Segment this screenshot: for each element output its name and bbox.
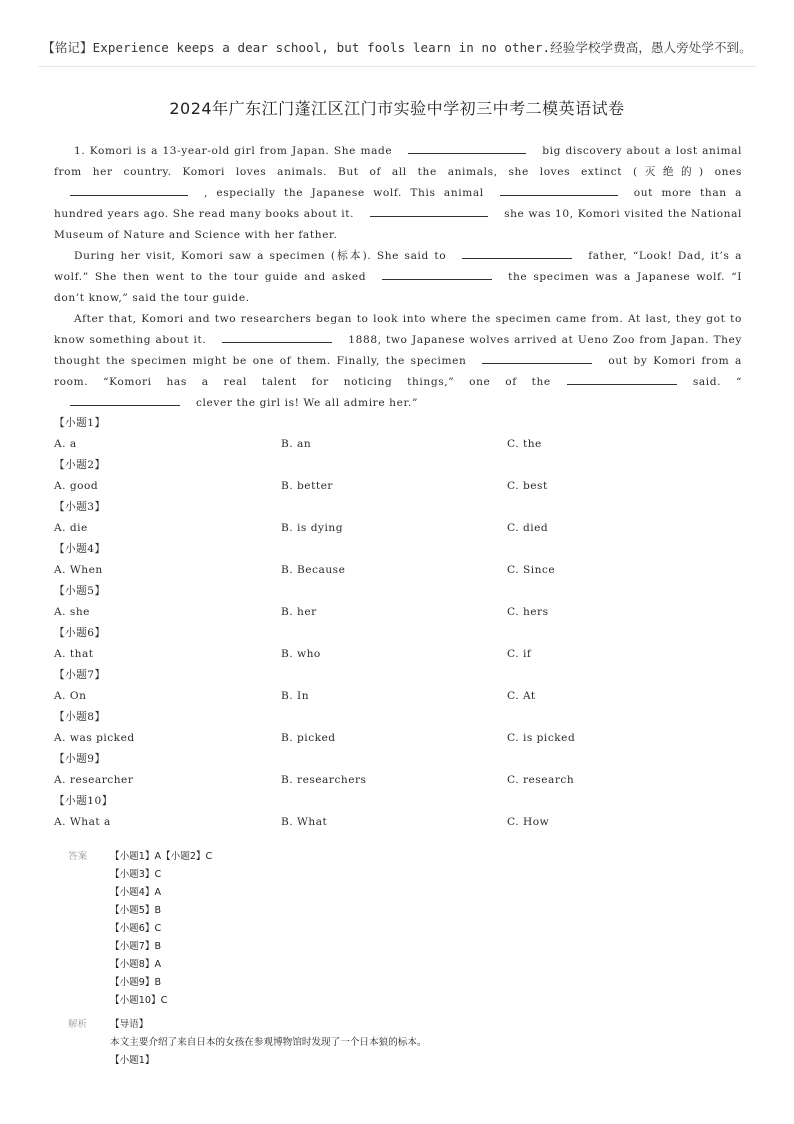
passage-paragraph-3 (54, 309, 742, 414)
option-a: A. researcher (54, 774, 134, 786)
answer-blank-8 (482, 354, 592, 364)
answer-blank-6 (382, 270, 492, 280)
option-b: B. What (281, 816, 328, 828)
question-options (54, 770, 754, 791)
answer-line: 【小题8】A (110, 959, 162, 970)
answer-label: 答案 (68, 851, 88, 862)
question-label: 【小题9】 (54, 753, 106, 765)
option-b: B. better (281, 480, 333, 492)
answer-line: 【小题10】C (110, 995, 168, 1006)
passage-text: said. “ (692, 376, 742, 388)
answer-blank-9 (567, 375, 677, 385)
question-options (54, 518, 754, 539)
question-options (54, 602, 754, 623)
option-b: B. is dying (281, 522, 343, 534)
question-label: 【小题6】 (54, 627, 106, 639)
option-c: C. hers (507, 606, 549, 618)
answer-blank-4 (370, 207, 488, 217)
answer-line: 【小题1】A【小题2】C (110, 851, 213, 862)
passage-text: out more than a hundred years ago. She read many books about it. (54, 187, 742, 220)
passage-paragraph-1 (54, 141, 742, 246)
option-b: B. her (281, 606, 317, 618)
option-b: B. Because (281, 564, 346, 576)
option-b: B. picked (281, 732, 336, 744)
passage-text: , especially the Japanese wolf. This animal (204, 187, 484, 199)
option-c: C. if (507, 648, 532, 660)
option-b: B. who (281, 648, 321, 660)
analysis-line: 本文主要介绍了来自日本的女孩在参观博物馆时发现了一个日本狼的标本。 (110, 1037, 427, 1048)
option-b: B. researchers (281, 774, 367, 786)
question-label: 【小题8】 (54, 711, 106, 723)
analysis-line: 【小题1】 (110, 1055, 155, 1066)
question-label: 【小题10】 (54, 795, 113, 807)
question-label: 【小题7】 (54, 669, 106, 681)
option-b: B. an (281, 438, 312, 450)
passage-text: During her visit, Komori saw a specimen (标本). She said to (74, 250, 447, 262)
option-a: A. that (54, 648, 94, 660)
header-divider (38, 66, 756, 67)
option-c: C. Since (507, 564, 556, 576)
answer-list (110, 848, 710, 1010)
answer-blank-1 (408, 144, 526, 154)
passage-text: out by Komori from a room. “Komori has a real talent for noticing things,” one of the (54, 355, 742, 388)
answer-line: 【小题6】C (110, 923, 162, 934)
question-options (54, 728, 754, 749)
option-c: C. best (507, 480, 548, 492)
answer-line: 【小题4】A (110, 887, 162, 898)
passage-text: she was 10, Komori visited the National Museum of Nature and Science with her father. (54, 208, 742, 241)
answer-line: 【小题5】B (110, 905, 162, 916)
cloze-passage (54, 141, 742, 414)
passage-text: big discovery about a lost animal from her country. Komori loves animals. But of all the animals, she loves extinct (灭绝的) ones (54, 145, 742, 178)
passage-text: clever the girl is! We all admire her.” (196, 397, 418, 409)
question-options (54, 686, 754, 707)
question-list (54, 413, 754, 833)
option-c: C. the (507, 438, 542, 450)
question-options (54, 476, 754, 497)
passage-text: father, “Look! Dad, it’s a wolf.” She then went to the tour guide and asked (54, 250, 743, 283)
passage-paragraph-2 (54, 246, 742, 309)
option-b: B. In (281, 690, 310, 702)
question-label: 【小题3】 (54, 501, 106, 513)
option-c: C. At (507, 690, 536, 702)
analysis-list (110, 1016, 750, 1070)
passage-text: the specimen was a Japanese wolf. “I don’t know,” said the tour guide. (54, 271, 742, 304)
option-c: C. How (507, 816, 550, 828)
question-options (54, 560, 754, 581)
answer-blank-2 (70, 186, 188, 196)
question-options (54, 812, 754, 833)
option-c: C. died (507, 522, 549, 534)
option-c: C. is picked (507, 732, 576, 744)
answer-line: 【小题7】B (110, 941, 162, 952)
option-a: A. On (54, 690, 87, 702)
answer-blank-5 (462, 249, 572, 259)
option-a: A. she (54, 606, 90, 618)
option-a: A. die (54, 522, 88, 534)
question-label: 【小题5】 (54, 585, 106, 597)
option-a: A. a (54, 438, 77, 450)
page-title: 2024年广东江门蓬江区江门市实验中学初三中考二模英语试卷 (169, 99, 625, 118)
option-c: C. research (507, 774, 575, 786)
option-a: A. was picked (54, 732, 135, 744)
option-a: A. good (54, 480, 99, 492)
analysis-line: 【导语】 (110, 1019, 149, 1030)
answer-blank-10 (70, 396, 180, 406)
motto-line: 【铭记】Experience keeps a dear school, but fools learn in no other.经验学校学费高，愚人旁处学不到。 (42, 40, 752, 55)
analysis-label: 解析 (68, 1019, 88, 1030)
passage-text: 1888, two Japanese wolves arrived at Ueno Zoo from Japan. They thought the specimen might be one of them. Finally, the specimen (54, 334, 742, 367)
answer-line: 【小题9】B (110, 977, 162, 988)
option-a: A. What a (54, 816, 111, 828)
passage-text: 1. Komori is a 13-year-old girl from Japan. She made (74, 145, 393, 157)
question-options (54, 644, 754, 665)
question-label: 【小题4】 (54, 543, 106, 555)
answer-blank-7 (222, 333, 332, 343)
question-label: 【小题2】 (54, 459, 106, 471)
answer-blank-3 (500, 186, 618, 196)
question-label: 【小题1】 (54, 417, 106, 429)
passage-text: After that, Komori and two researchers began to look into where the specimen came from. At last, they got to know something about it. (54, 313, 742, 346)
question-options (54, 434, 754, 455)
option-a: A. When (54, 564, 103, 576)
answer-line: 【小题3】C (110, 869, 162, 880)
